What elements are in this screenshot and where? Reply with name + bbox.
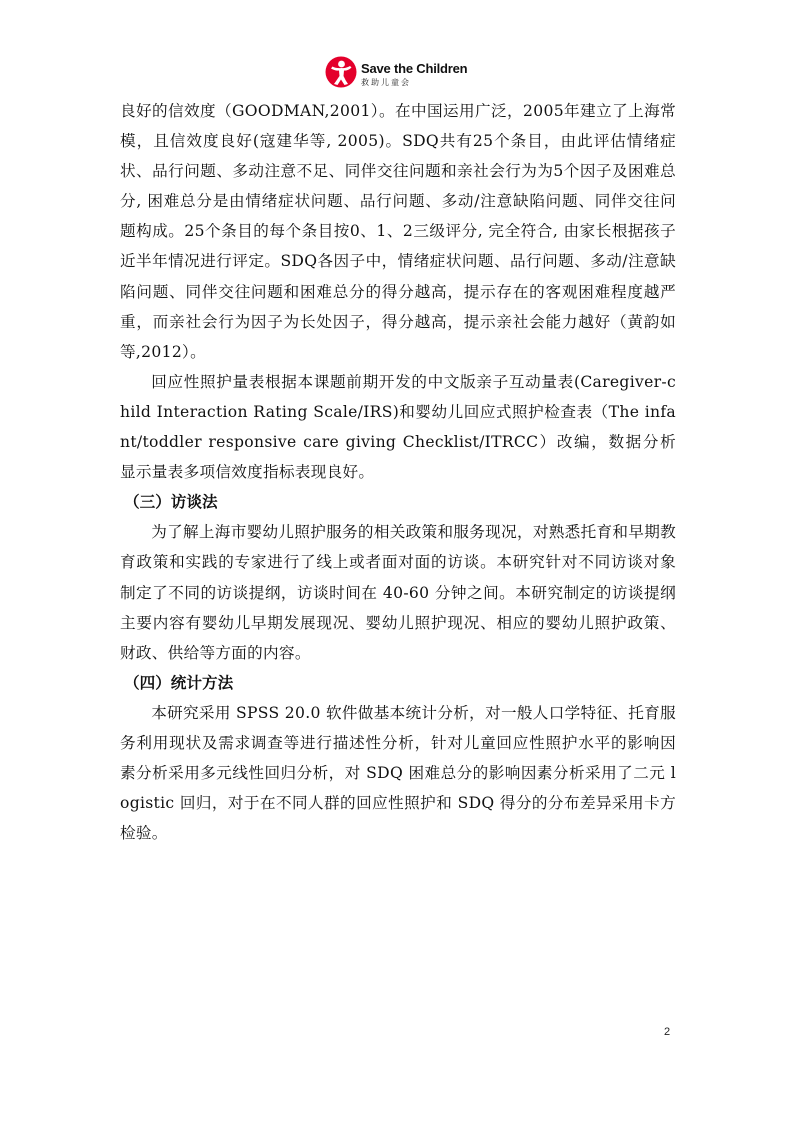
- section-heading-statistical-method: （四）统计方法: [124, 673, 234, 692]
- section-heading-interview-method: （三）访谈法: [124, 493, 218, 512]
- paragraph-sdq-description: 良好的信效度（GOODMAN,2001）。在中国运用广泛，2005年建立了上海常模，且信效度良好(寇建华等, 2005)。SDQ共有25个条目，由此评估情绪症状、品行问题、多动注意不足、同伴交往问题和亲社会行为为5个因子及困难总分, 困难总分是由情绪症状问题、品行问题、多动/注意缺陷问题、同伴交往问题构成。25个条目的每个条目按0、1、2三级评分, 完全符合, 由家长根据孩子近半年情况进行评定。SDQ各因子中，情绪症状问题、品行问题、多动/注意缺陷问题、同伴交往问题和困难总分的得分越高，提示存在的客观困难程度越严重，而亲社会行为因子为长处因子，得分越高，提示亲社会能力越好（黄韵如等,2012）。: [120, 102, 676, 361]
- paragraph-responsive-care-scale: 回应性照护量表根据本课题前期开发的中文版亲子互动量表(Caregiver-child Interaction Rating Scale/IRS)和婴幼儿回应式照护检查表（The infant/toddler responsive care giving Checklist/ITRCC）改编，数据分析显示量表多项信效度指标表现良好。: [120, 372, 676, 482]
- paragraph-interview-method: 为了解上海市婴幼儿照护服务的相关政策和服务现况，对熟悉托育和早期教育政策和实践的专家进行了线上或者面对面的访谈。本研究针对不同访谈对象制定了不同的访谈提纲，访谈时间在 40-60 分钟之间。本研究制定的访谈提纲主要内容有婴幼儿早期发展现况、婴幼儿照护现况、相应的婴幼儿照护政策、财政、供给等方面的内容。: [120, 523, 676, 662]
- logo-text: Save the Children: [361, 61, 468, 76]
- paragraph-statistical-method: 本研究采用 SPSS 20.0 软件做基本统计分析，对一般人口学特征、托育服务利用现状及需求调查等进行描述性分析，针对儿童回应性照护水平的影响因素分析采用多元线性回归分析，对 SDQ 困难总分的影响因素分析采用了二元 logistic 回归，对于在不同人群的回应性照护和 SDQ 得分的分布差异采用卡方检验。: [120, 703, 676, 843]
- save-the-children-emblem-icon: [325, 56, 357, 88]
- header-logo: [325, 56, 475, 90]
- page-number: 2: [664, 1026, 671, 1038]
- document-body: [120, 96, 676, 848]
- logo-subtext: 救助儿童会: [361, 78, 411, 87]
